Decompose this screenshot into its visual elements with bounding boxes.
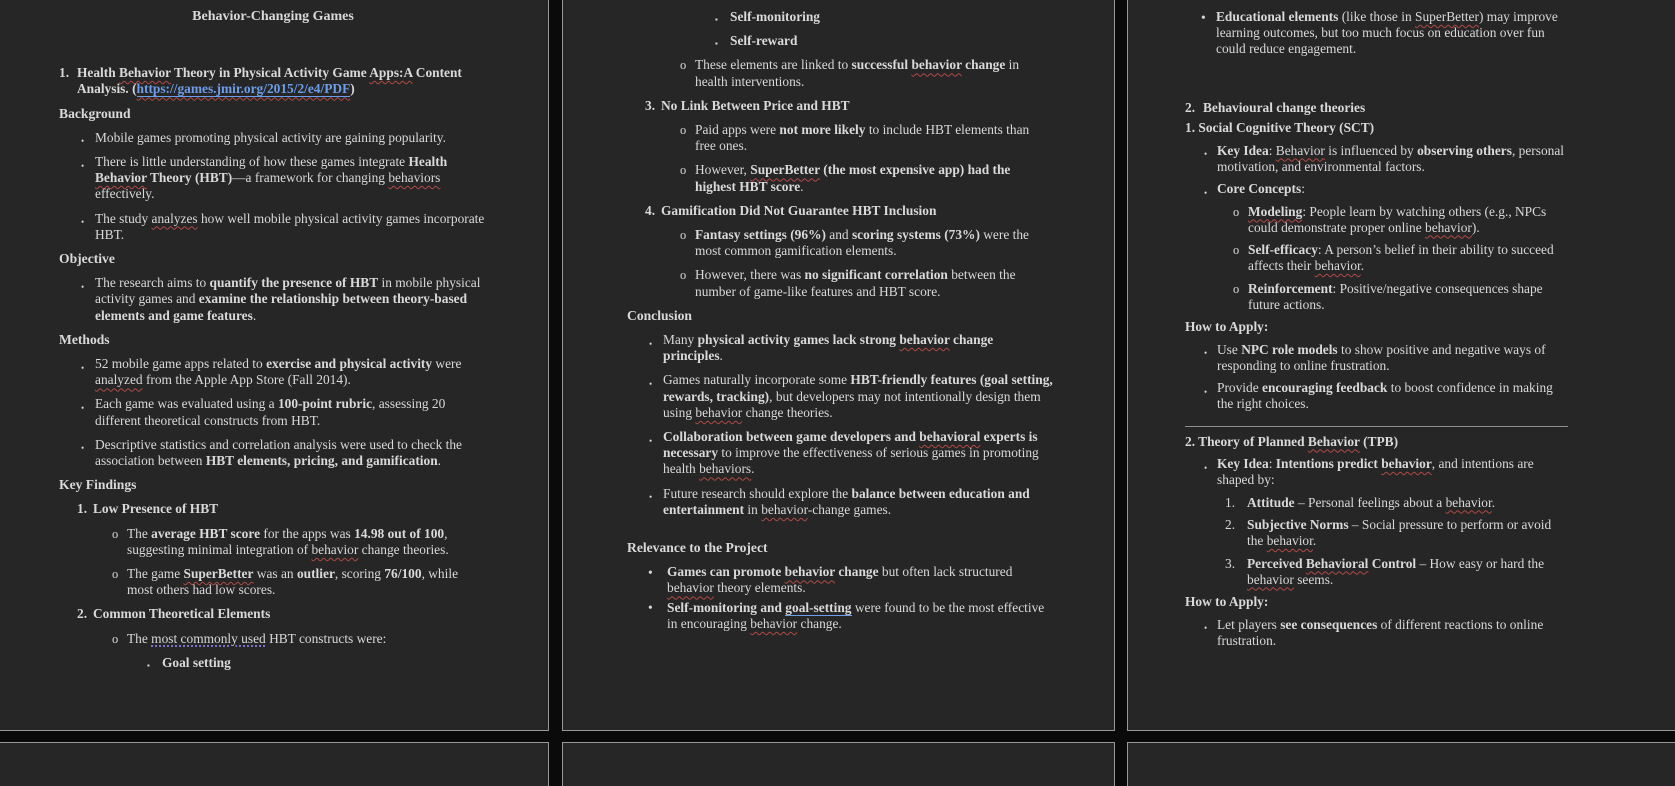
text-run: of different reactions to online frustration. xyxy=(1217,616,1544,648)
paragraph xyxy=(1185,181,1570,197)
text-run: Intentions predict xyxy=(1275,456,1382,471)
paragraph xyxy=(59,566,487,598)
text-run: behavior xyxy=(311,541,359,557)
document-page-6-preview[interactable] xyxy=(1127,742,1675,786)
page-content xyxy=(563,0,1114,632)
text-run: Key Idea xyxy=(1217,456,1269,471)
text-run: 100-point rubric xyxy=(277,396,373,412)
text-run: Educational elements xyxy=(1216,9,1339,24)
text-run: Conclusion xyxy=(627,307,692,323)
paragraph xyxy=(1185,9,1570,57)
section-heading xyxy=(59,332,487,348)
list-marker: • xyxy=(81,136,85,147)
text-run: Goal setting xyxy=(162,654,231,670)
list-marker: o xyxy=(680,268,687,283)
paragraph xyxy=(1185,204,1570,236)
list-marker: o xyxy=(680,58,687,73)
paragraph xyxy=(627,33,1053,49)
text-run: change theories. xyxy=(742,404,833,420)
text-run: However, xyxy=(695,162,751,178)
paragraph xyxy=(59,501,487,517)
page-content xyxy=(1128,0,1675,649)
text-run: Reinforcement xyxy=(1248,280,1333,296)
spacer xyxy=(627,526,1053,540)
text-run: . xyxy=(252,307,257,323)
text-run: : xyxy=(1263,319,1269,334)
text-run: Perceived xyxy=(1247,555,1306,571)
section-heading xyxy=(1185,319,1570,335)
list-marker: 4. xyxy=(645,202,656,218)
section-heading xyxy=(59,106,487,122)
section-heading xyxy=(59,251,487,267)
paragraph xyxy=(59,655,487,671)
text-run: observing others xyxy=(1417,142,1512,158)
paragraph xyxy=(59,211,487,243)
text-run: quantify the presence of HBT xyxy=(209,275,379,291)
text-run: , personal motivation, and environmental factors. xyxy=(1217,142,1565,174)
text-run: how well mobile physical activity games incorporate HBT. xyxy=(95,210,485,242)
text-run: balance between education and entertainment xyxy=(663,485,1030,517)
text-run: were the most common gamification elements. xyxy=(695,227,1029,259)
hyperlink[interactable]: https://games.jmir.org/2015/2/e4/PDF xyxy=(136,81,351,97)
paragraph xyxy=(627,486,1053,518)
list-marker: 2. xyxy=(1185,100,1196,115)
text-run: , suggesting minimal integration of xyxy=(127,525,448,557)
list-marker: 3. xyxy=(1225,555,1236,571)
paragraph xyxy=(1185,143,1570,175)
list-marker: 2. xyxy=(77,606,88,622)
text-run: is influenced by xyxy=(1324,142,1418,158)
text-run: Gamification Did Not Guarantee HBT Inclusion xyxy=(661,202,937,218)
text-run: average HBT score xyxy=(151,525,261,541)
text-run: , while most others had low scores. xyxy=(127,566,459,598)
text-run: Games naturally incorporate some xyxy=(663,372,851,388)
text-run: Health xyxy=(77,65,120,81)
paragraph xyxy=(59,65,487,97)
paragraph xyxy=(627,564,1053,596)
text-run: between the number of game-like features and HBT score. xyxy=(695,267,1016,299)
text-run: , but developers may not intentionally design them using xyxy=(663,388,1041,420)
text-run: Fantasy settings (96%) xyxy=(695,227,826,243)
text-run: : People learn by watching others (e.g., NPCs could demonstrate proper online xyxy=(1248,203,1547,235)
text-run: How to Apply xyxy=(1185,594,1264,609)
text-run: in health interventions. xyxy=(695,57,1020,89)
paragraph xyxy=(1185,556,1570,588)
list-marker: • xyxy=(649,435,653,446)
list-marker: • xyxy=(1204,386,1208,397)
text-run: , scoring xyxy=(334,566,385,582)
text-run: scoring systems (73%) xyxy=(851,227,980,243)
text-run: Each game was evaluated using a xyxy=(95,396,278,412)
text-run: change. xyxy=(797,615,842,631)
paragraph xyxy=(627,372,1053,421)
text-run: ) xyxy=(350,81,355,97)
section-heading xyxy=(627,308,1053,324)
text-run: There is little understanding of how these games integrate xyxy=(95,154,409,170)
text-run: most commonly used xyxy=(151,630,266,646)
text-run: behavior xyxy=(761,501,808,517)
section-heading xyxy=(1185,120,1570,136)
text-run: analyzes xyxy=(151,210,198,226)
text-run: and xyxy=(825,227,852,243)
text-run: SuperBetter xyxy=(183,566,254,582)
paragraph xyxy=(627,227,1053,259)
list-marker: o xyxy=(680,163,687,178)
text-run: (like those in xyxy=(1338,9,1415,24)
text-run: Background xyxy=(59,105,131,121)
text-run: behavior xyxy=(1247,571,1294,587)
divider xyxy=(1185,426,1568,427)
paragraph xyxy=(59,631,487,647)
text-run: in mobile physical activity games and xyxy=(95,275,481,307)
list-marker: 1. xyxy=(1225,494,1236,510)
document-page-4-preview[interactable] xyxy=(0,742,549,786)
text-run: The game xyxy=(127,566,184,582)
list-marker: 1. xyxy=(59,65,70,81)
text-run: Objective xyxy=(59,251,115,267)
text-run: No Link Between Price and HBT xyxy=(661,97,850,113)
paragraph xyxy=(1185,617,1570,649)
paragraph xyxy=(1185,242,1570,274)
text-run: behavioral xyxy=(919,429,981,445)
text-run: change theories. xyxy=(358,541,449,557)
list-marker: o xyxy=(680,123,687,138)
spacer xyxy=(1185,64,1570,94)
list-marker: o xyxy=(1233,204,1240,219)
list-marker: ▪ xyxy=(147,660,150,670)
text-run: SuperBetter xyxy=(1415,9,1479,24)
list-marker: • xyxy=(81,217,85,228)
document-page-5-preview[interactable] xyxy=(562,742,1115,786)
text-run: Core Concepts xyxy=(1217,181,1302,196)
text-run: Use xyxy=(1217,341,1242,357)
list-marker: • xyxy=(81,402,85,413)
paragraph xyxy=(1185,281,1570,313)
paragraph xyxy=(59,526,487,558)
page-content xyxy=(1128,743,1675,761)
text-run: (the most expensive app) had the highest HBT score xyxy=(695,162,1011,194)
text-run: Self-efficacy xyxy=(1248,242,1318,257)
text-run: Behavior xyxy=(1307,433,1360,449)
paragraph xyxy=(59,275,487,324)
text-run: – Personal feelings about a xyxy=(1294,494,1446,510)
text-run: , assessing 20 different theoretical constructs from HBT. xyxy=(95,396,446,428)
list-marker: • xyxy=(648,564,653,580)
text-run: The research aims to xyxy=(95,275,210,291)
paragraph xyxy=(1185,342,1570,374)
text-run: Health xyxy=(408,154,448,170)
text-run: not more likely xyxy=(779,122,866,138)
section-heading xyxy=(1185,594,1570,610)
text-run: HBT elements, pricing, and gamification xyxy=(205,453,438,469)
text-run: Behavior xyxy=(119,65,171,81)
text-run: see consequences xyxy=(1280,616,1378,632)
list-marker: • xyxy=(81,362,85,373)
list-marker: ▪ xyxy=(715,15,718,24)
text-run: . xyxy=(719,348,723,364)
text-run: However, there was xyxy=(695,267,805,283)
text-run: theory elements. xyxy=(713,580,806,596)
text-run: effectively. xyxy=(95,186,155,202)
text-run: Attitude xyxy=(1247,494,1295,510)
list-marker: • xyxy=(81,281,85,292)
paragraph xyxy=(59,130,487,146)
paragraph xyxy=(1185,517,1570,549)
list-marker: 3. xyxy=(645,97,656,113)
text-run: change xyxy=(961,57,1006,73)
text-run: : A person’s belief in their ability to succeed affects their xyxy=(1248,242,1554,273)
text-run: to boost confidence in making the right choices. xyxy=(1217,380,1553,411)
list-marker: o xyxy=(112,631,119,646)
list-marker: • xyxy=(1204,348,1208,358)
text-run: HBT constructs were: xyxy=(265,630,387,646)
paragraph xyxy=(627,203,1053,219)
text-run: : xyxy=(1268,142,1276,158)
text-run: analyzed xyxy=(95,372,143,388)
text-run: Behavioral xyxy=(1305,555,1369,571)
paragraph xyxy=(627,57,1053,89)
text-run: examine the relationship between theory-based elements and game features xyxy=(95,291,468,323)
text-run: Content Analysis. ( xyxy=(77,65,462,97)
document-page-3[interactable] xyxy=(1127,0,1675,731)
text-run: 76/100 xyxy=(384,566,422,582)
paragraph xyxy=(59,606,487,622)
text-run: Modeling xyxy=(1248,203,1303,219)
text-run: (TPB) xyxy=(1359,433,1399,449)
text-run: Games can promote xyxy=(667,564,785,580)
list-marker: • xyxy=(649,378,653,389)
text-run: to show positive and negative ways of responding to online frustration. xyxy=(1217,341,1546,373)
document-title xyxy=(59,9,487,25)
text-run: Provide xyxy=(1217,380,1263,395)
text-run: : xyxy=(1301,181,1305,196)
text-run: – How easy or hard the xyxy=(1416,555,1545,571)
text-run: . xyxy=(751,461,755,477)
paragraph xyxy=(59,154,487,203)
text-run: Apps:A xyxy=(369,65,413,81)
text-run: to improve the effectiveness of serious games in promoting health xyxy=(663,445,1039,477)
text-run: experts is necessary xyxy=(663,429,1038,461)
text-run: Future research should explore the xyxy=(663,485,852,501)
section-heading xyxy=(1185,434,1570,450)
text-run: behavior xyxy=(784,564,836,580)
list-marker: • xyxy=(81,160,85,171)
text-run: for the apps was xyxy=(260,525,355,541)
text-run: no significant correlation xyxy=(804,267,948,283)
text-run: – Social pressure to perform or avoid the xyxy=(1247,517,1552,548)
text-run: to include HBT elements than free ones. xyxy=(695,122,1030,154)
list-marker: • xyxy=(649,338,653,349)
text-run: behavior xyxy=(667,580,714,596)
text-run: . xyxy=(1491,494,1496,510)
text-run: Control xyxy=(1368,555,1417,571)
list-marker: • xyxy=(1201,9,1206,25)
text-run: HBT-friendly features (goal setting, rewards, tracking) xyxy=(663,372,1053,404)
list-marker: • xyxy=(1204,462,1208,473)
text-run: behavior xyxy=(750,615,798,631)
text-run: Behavior-Changing Games xyxy=(192,9,354,24)
list-marker: • xyxy=(1204,623,1208,633)
text-run: Behavior xyxy=(1275,142,1325,158)
text-run: Methods xyxy=(59,331,110,347)
text-run: NPC role models xyxy=(1241,341,1338,357)
text-run: change xyxy=(835,564,879,580)
list-marker: • xyxy=(1204,149,1208,159)
text-run: 52 mobile game apps related to xyxy=(95,356,267,372)
paragraph xyxy=(59,396,487,428)
paragraph xyxy=(627,98,1053,114)
text-run: behaviors xyxy=(388,170,441,186)
text-run: 1. Social Cognitive Theory (SCT) xyxy=(1185,120,1375,135)
text-run: successful xyxy=(851,57,912,73)
text-run: How to Apply xyxy=(1185,319,1264,334)
list-marker: ▪ xyxy=(715,39,718,49)
text-run: goal-setting xyxy=(785,599,852,615)
text-run: from the Apple App Store (Fall 2014). xyxy=(142,372,351,388)
text-run: behavior xyxy=(695,404,743,420)
page-content xyxy=(563,743,1114,761)
text-run: exercise and physical activity xyxy=(266,356,433,372)
text-run: encouraging feedback xyxy=(1262,380,1388,395)
paragraph xyxy=(627,429,1053,478)
text-run: Self-monitoring and xyxy=(667,599,786,615)
text-run: —a framework for changing xyxy=(232,170,389,186)
page-content xyxy=(0,743,548,761)
text-run: . xyxy=(800,178,804,194)
text-run: behavior xyxy=(1314,258,1361,273)
text-run: Behavioural change theories xyxy=(1203,100,1366,115)
list-marker: • xyxy=(648,600,653,616)
list-marker: • xyxy=(649,492,653,503)
text-run: outlier xyxy=(296,566,335,582)
text-run: , and intentions are shaped by: xyxy=(1217,456,1534,487)
text-run: ). xyxy=(1471,219,1480,235)
list-marker: o xyxy=(680,228,687,243)
text-run: 14.98 out of 100 xyxy=(354,525,445,541)
text-run: Key Idea xyxy=(1217,142,1269,158)
text-run: The xyxy=(127,525,152,541)
numbered-heading xyxy=(1185,100,1570,116)
document-page-2[interactable] xyxy=(562,0,1115,731)
text-run: Behavior xyxy=(95,170,147,186)
paragraph xyxy=(1185,456,1570,488)
text-run: behaviors xyxy=(699,461,752,477)
text-run: Collaboration between game developers and xyxy=(663,429,920,445)
text-run: : xyxy=(1263,594,1269,609)
text-run: Key Findings xyxy=(59,477,137,493)
text-run: behavior xyxy=(1445,494,1492,510)
list-marker: • xyxy=(1204,187,1208,198)
text-run: 2. Theory of Planned xyxy=(1185,433,1308,449)
text-run: behavior xyxy=(899,332,950,348)
text-run: Subjective Norms xyxy=(1247,517,1349,532)
paragraph xyxy=(59,356,487,388)
paragraph xyxy=(627,122,1053,154)
text-run: were found to be the most effective in encouraging xyxy=(667,599,1045,631)
text-run: Descriptive statistics and correlation analysis were used to check the association between xyxy=(95,436,463,469)
text-run: . xyxy=(1312,533,1317,548)
text-run: Common Theoretical Elements xyxy=(93,606,271,622)
list-marker: o xyxy=(1233,243,1240,257)
text-run: behavior xyxy=(1266,533,1313,548)
paragraph xyxy=(627,600,1053,632)
text-run: Many xyxy=(663,332,698,348)
list-marker: o xyxy=(1233,281,1240,296)
paragraph xyxy=(627,9,1053,25)
text-run: Let players xyxy=(1217,616,1281,632)
text-run: These elements are linked to xyxy=(695,57,852,73)
text-run: Low Presence of HBT xyxy=(93,501,219,517)
text-run: The study xyxy=(95,210,152,226)
text-run: ) may improve learning outcomes, but too much focus on education over fun could reduce engagement. xyxy=(1216,9,1558,56)
page-content xyxy=(0,0,548,671)
text-run: -change games. xyxy=(807,501,892,517)
text-run: : Positive/negative consequences shape future actions. xyxy=(1248,280,1543,312)
section-heading xyxy=(627,540,1053,556)
paragraph xyxy=(627,332,1053,364)
paragraph xyxy=(59,437,487,469)
text-run: . xyxy=(1360,258,1365,273)
list-marker: 1. xyxy=(77,501,88,517)
text-run: physical activity games lack strong xyxy=(697,332,900,348)
text-run: but often lack structured xyxy=(878,564,1013,580)
list-marker: 2. xyxy=(1225,517,1236,532)
text-run: Theory in Physical Activity Game xyxy=(170,65,370,81)
document-page-1[interactable] xyxy=(0,0,549,731)
paragraph xyxy=(627,162,1053,194)
list-marker: o xyxy=(112,567,119,582)
text-run: Mobile games promoting physical activity are gaining popularity. xyxy=(95,129,446,145)
paragraph xyxy=(627,267,1053,299)
section-heading xyxy=(59,477,487,493)
text-run: . xyxy=(437,453,442,469)
text-run: behavior xyxy=(1381,456,1432,471)
text-run: Theory (HBT) xyxy=(146,170,233,186)
paragraph xyxy=(1185,380,1570,412)
list-marker: o xyxy=(112,526,119,541)
text-run: Paid apps were xyxy=(695,122,780,138)
text-run: Self-reward xyxy=(730,33,798,49)
text-run: behavior xyxy=(911,57,962,73)
text-run: behavior xyxy=(1425,219,1472,235)
text-run: in xyxy=(744,501,762,517)
text-run: Relevance to the Project xyxy=(627,540,768,556)
text-run: SuperBetter xyxy=(750,162,820,178)
text-run: : xyxy=(1268,456,1276,471)
text-run: The xyxy=(127,630,152,646)
text-run: were xyxy=(432,356,462,372)
text-run: was an xyxy=(253,566,297,582)
paragraph xyxy=(1185,495,1570,511)
text-run: Self-monitoring xyxy=(730,9,821,24)
text-run: seems. xyxy=(1293,571,1334,587)
text-run: change principles xyxy=(663,332,994,364)
list-marker: • xyxy=(81,443,85,454)
